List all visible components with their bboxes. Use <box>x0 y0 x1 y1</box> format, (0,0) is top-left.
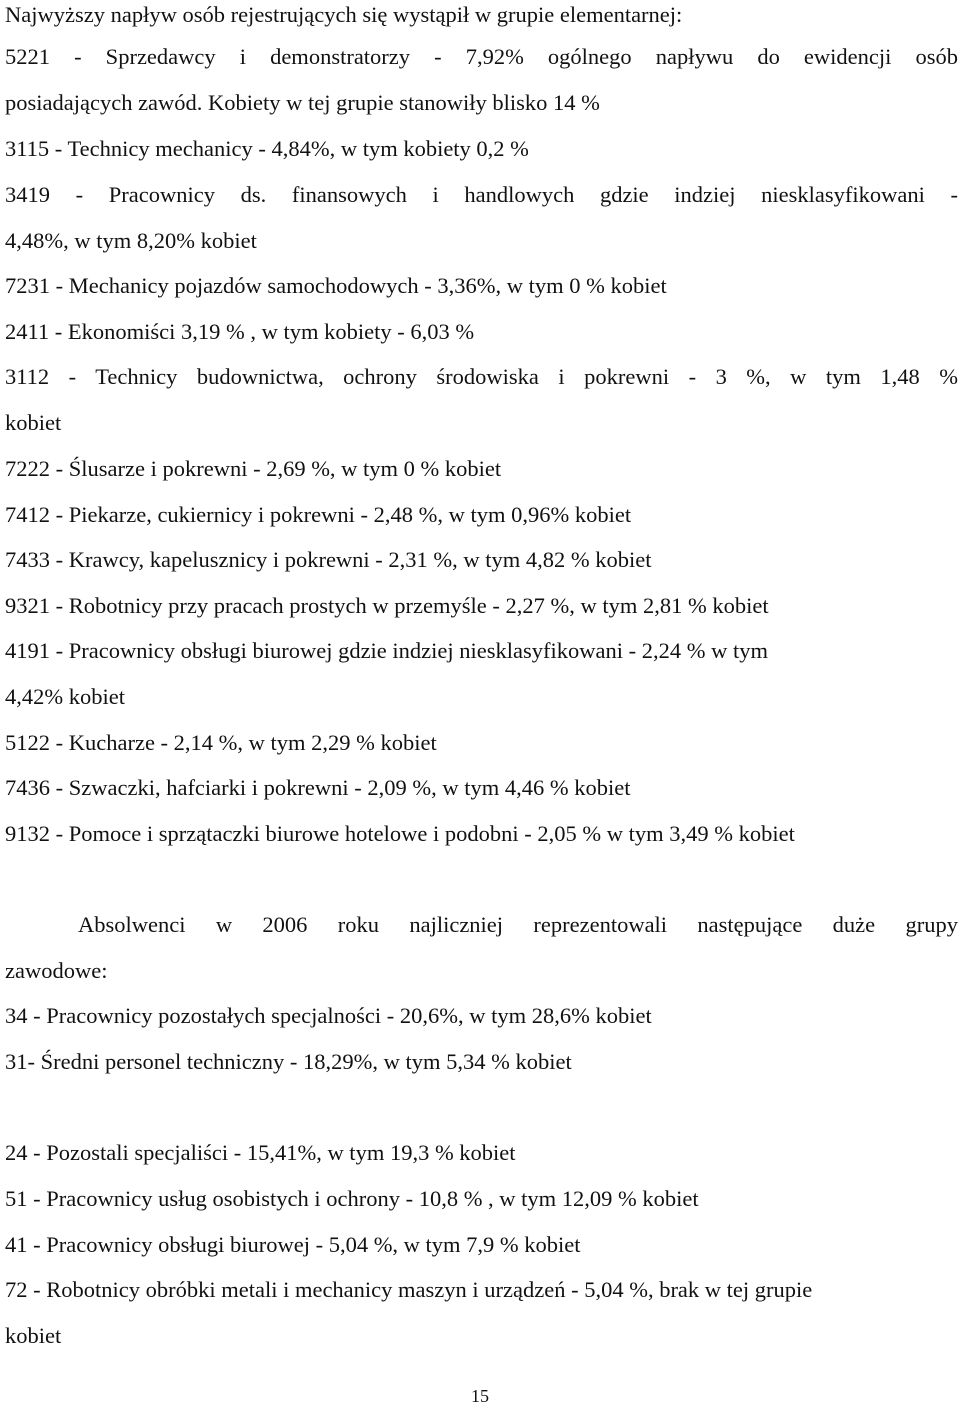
page-number: 15 <box>471 1386 489 1406</box>
text-line: posiadających zawód. Kobiety w tej grupie stanowiły blisko 14 % <box>5 90 600 115</box>
text-line: 4,42% kobiet <box>5 684 125 709</box>
text-line: 4191 - Pracownicy obsługi biurowej gdzie indziej niesklasyfikowani - 2,24 % w tym <box>5 638 768 663</box>
text-line: zawodowe: <box>5 958 108 983</box>
text-line: 9321 - Robotnicy przy pracach prostych w przemyśle - 2,27 %, w tym 2,81 % kobiet <box>5 593 769 618</box>
text-line: 2411 - Ekonomiści 3,19 % , w tym kobiety - 6,03 % <box>5 319 475 344</box>
text-line: 7433 - Krawcy, kapelusznicy i pokrewni - 2,31 %, w tym 4,82 % kobiet <box>5 547 652 572</box>
text-line: 7436 - Szwaczki, hafciarki i pokrewni - 2,09 %, w tym 4,46 % kobiet <box>5 775 631 800</box>
text-line: 72 - Robotnicy obróbki metali i mechanicy maszyn i urządzeń - 5,04 %, brak w tej grupie <box>5 1277 813 1302</box>
text-line: 7222 - Ślusarze i pokrewni - 2,69 %, w tym 0 % kobiet <box>5 456 502 481</box>
text-line: 5122 - Kucharze - 2,14 %, w tym 2,29 % kobiet <box>5 730 437 755</box>
text-line: 34 - Pracownicy pozostałych specjalności - 20,6%, w tym 28,6% kobiet <box>5 1003 652 1028</box>
text-line: 9132 - Pomoce i sprzątaczki biurowe hotelowe i podobni - 2,05 % w tym 3,49 % kobiet <box>5 821 795 846</box>
text-line: 51 - Pracownicy usług osobistych i ochrony - 10,8 % , w tym 12,09 % kobiet <box>5 1186 699 1211</box>
text-line: 7412 - Piekarze, cukiernicy i pokrewni - 2,48 %, w tym 0,96% kobiet <box>5 502 632 527</box>
text-line: 3115 - Technicy mechanicy - 4,84%, w tym kobiety 0,2 % <box>5 136 529 161</box>
text-line: 3112 - Technicy budownictwa, ochrony środowiska i pokrewni - 3 %, w tym 1,48 % <box>5 364 958 389</box>
text-line: 7231 - Mechanicy pojazdów samochodowych - 3,36%, w tym 0 % kobiet <box>5 273 667 298</box>
text-line: 24 - Pozostali specjaliści - 15,41%, w tym 19,3 % kobiet <box>5 1140 516 1165</box>
text-line: 41 - Pracownicy obsługi biurowej - 5,04 %, w tym 7,9 % kobiet <box>5 1232 581 1257</box>
text-line: 5221 - Sprzedawcy i demonstratorzy - 7,92% ogólnego napływu do ewidencji osób <box>5 44 958 69</box>
paragraph-first-line: Absolwenci w 2006 roku najliczniej reprezentowali następujące duże grupy <box>78 912 958 937</box>
text-line: kobiet <box>5 410 62 435</box>
text-line: 3419 - Pracownicy ds. finansowych i handlowych gdzie indziej niesklasyfikowani - <box>5 182 958 207</box>
text-line: 4,48%, w tym 8,20% kobiet <box>5 228 257 253</box>
text-line: Najwyższy napływ osób rejestrujących się wystąpił w grupie elementarnej: <box>5 2 683 27</box>
text-line: kobiet <box>5 1323 62 1348</box>
text-line: 31- Średni personel techniczny - 18,29%, w tym 5,34 % kobiet <box>5 1049 572 1074</box>
